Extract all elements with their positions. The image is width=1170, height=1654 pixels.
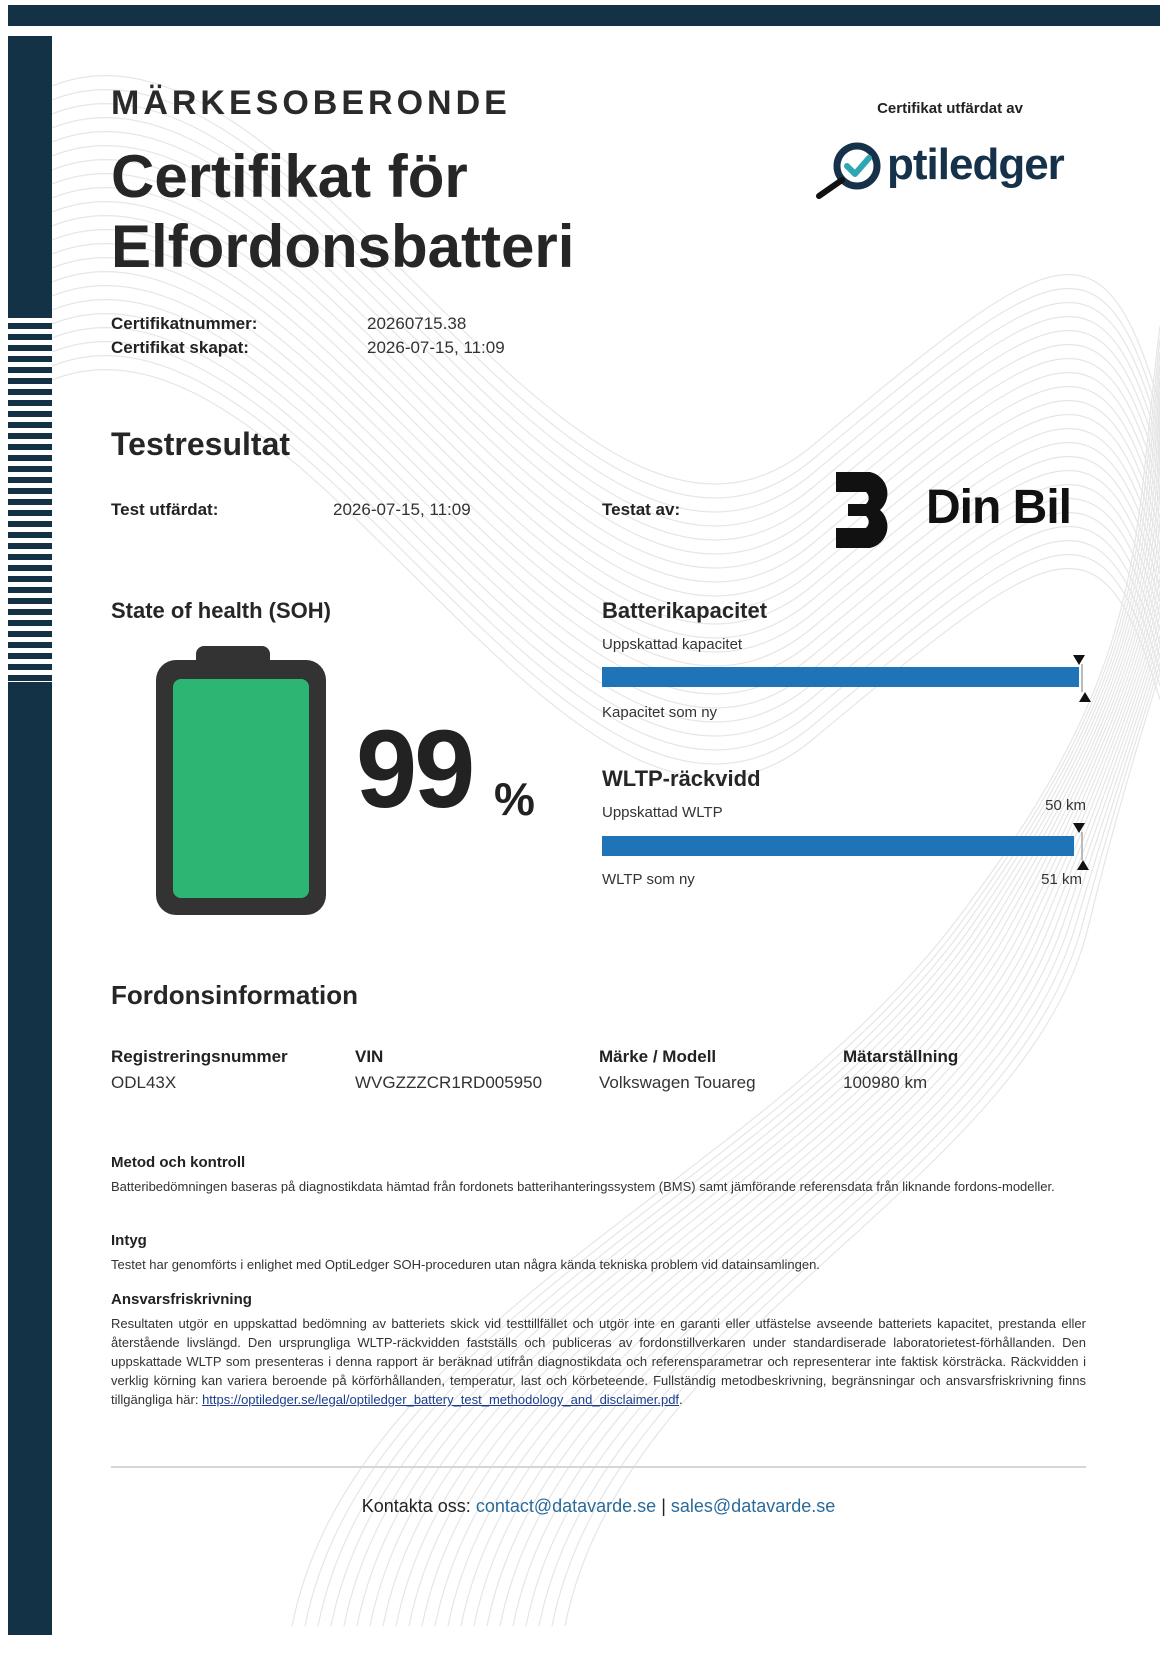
- din-bil-monogram-icon: [836, 472, 896, 548]
- disclaimer-heading: Ansvarsfriskrivning: [111, 1291, 252, 1308]
- capacity-bar-fill: [602, 667, 1079, 687]
- wltp-bar-fill: [602, 836, 1074, 856]
- capacity-estimated-marker: [1073, 655, 1085, 665]
- contact-email-link[interactable]: contact@datavarde.se: [475, 1496, 657, 1516]
- footer-divider: [111, 1466, 1086, 1468]
- attest-heading: Intyg: [111, 1232, 147, 1249]
- attest-text: Testet har genomförts i enlighet med OptiLedger SOH-proceduren utan några kända tekniska problem vid datainsamlingen.: [111, 1257, 820, 1272]
- vehicle-vin-value: WVGZZZCR1RD005950: [355, 1073, 543, 1092]
- capacity-new-label: Kapacitet som ny: [602, 704, 718, 721]
- test-results-heading: Testresultat: [111, 426, 291, 462]
- side-border: [8, 36, 52, 1635]
- disclaimer-text: [111, 1314, 1086, 1409]
- vehicle-odometer-value: 100980 km: [843, 1073, 928, 1092]
- optiledger-logo: [815, 140, 1085, 200]
- contact-separator: |: [656, 1496, 671, 1516]
- wltp-estimated-value: 50 km: [1045, 797, 1086, 814]
- wltp-estimated-marker: [1073, 823, 1085, 833]
- tested-by-label: Testat av:: [602, 500, 681, 519]
- capacity-bar: [602, 667, 1084, 687]
- wltp-marker-line: [1081, 832, 1083, 860]
- method-heading: Metod och kontroll: [111, 1154, 246, 1171]
- optiledger-magnifier-icon: [815, 140, 895, 200]
- disclaimer-body: Resultaten utgör en uppskattad bedömning av batteriets skick vid testtillfället och utgör inte en garanti eller utfästelse avseende batteriets kapacitet, prestanda eller återstående livslängd. Den ursprungliga WLTP-räckvidden fastställs och publiceras av fordonstillverkaren under standardiserade laboratorietest-förhållanden. Den uppskattade WLTP som presenteras i denna rapport är beräknad utifrån diagnostikdata och referensparametrar och representerar inte faktisk körsträcka. Räckvidden i verklig körning kan variera beroende på körförhållanden, temperatur, last och körbeteende. Fullständig metodbeskrivning, begränsningar och ansvarsfriskrivning finns tillgängliga här:: [111, 1316, 1086, 1407]
- capacity-heading: Batterikapacitet: [602, 598, 768, 623]
- wltp-estimated-label: Uppskattad WLTP: [602, 804, 723, 821]
- vehicle-registration-label: Registreringsnummer: [111, 1047, 288, 1066]
- capacity-new-marker: [1079, 692, 1091, 702]
- certificate-created-label: Certifikat skapat:: [111, 338, 249, 357]
- test-issued-value: 2026-07-15, 11:09: [333, 500, 471, 519]
- capacity-marker-line: [1081, 664, 1083, 692]
- soh-heading: State of health (SOH): [111, 598, 332, 623]
- test-issued-label: Test utfärdat:: [111, 500, 219, 519]
- soh-percentage-unit: %: [494, 773, 535, 825]
- wltp-heading: WLTP-räckvidd: [602, 766, 761, 791]
- document-title: Certifikat för Elfordonsbatteri: [111, 143, 575, 280]
- wltp-bar: [602, 836, 1084, 856]
- top-border: [8, 5, 1160, 26]
- vehicle-make-model-value: Volkswagen Touareg: [599, 1073, 756, 1092]
- wltp-new-value: 51 km: [1041, 871, 1082, 888]
- disclaimer-link[interactable]: https://optiledger.se/legal/optiledger_battery_test_methodology_and_disclaimer.pdf: [202, 1392, 680, 1407]
- vehicle-registration-value: ODL43X: [111, 1073, 177, 1092]
- din-bil-logo: [836, 472, 1076, 548]
- optiledger-wordmark: ptiledger: [887, 140, 1064, 189]
- vehicle-vin-label: VIN: [355, 1047, 384, 1066]
- footer-contact: [111, 1496, 1086, 1517]
- vehicle-info-heading: Fordonsinformation: [111, 980, 358, 1010]
- vehicle-make-model-label: Märke / Modell: [599, 1047, 717, 1066]
- vehicle-odometer-label: Mätarställning: [843, 1047, 959, 1066]
- capacity-estimated-label: Uppskattad kapacitet: [602, 636, 743, 653]
- side-stripes-decoration: [8, 312, 52, 682]
- document-eyebrow: MÄRKESOBERONDE: [111, 84, 511, 122]
- disclaimer-end: .: [679, 1392, 683, 1407]
- din-bil-wordmark: Din Bil: [926, 481, 1071, 534]
- wltp-new-label: WLTP som ny: [602, 871, 695, 888]
- certificate-created-value: 2026-07-15, 11:09: [367, 338, 505, 357]
- method-text: Batteribedömningen baseras på diagnostikdata hämtad från fordonets batterihanteringssystem (BMS) samt jämförande referensdata från liknande fordons-modeller.: [111, 1179, 1055, 1194]
- contact-label: Kontakta oss:: [361, 1496, 476, 1516]
- soh-percentage-value: 99: [356, 708, 473, 831]
- certificate-number-value: 20260715.38: [367, 314, 467, 333]
- certificate-number-label: Certifikatnummer:: [111, 314, 258, 333]
- wltp-new-marker: [1077, 860, 1089, 870]
- battery-level-fill: [173, 679, 309, 898]
- sales-email-link[interactable]: sales@datavarde.se: [670, 1496, 836, 1516]
- issued-by-label: Certifikat utfärdat av: [877, 100, 1023, 117]
